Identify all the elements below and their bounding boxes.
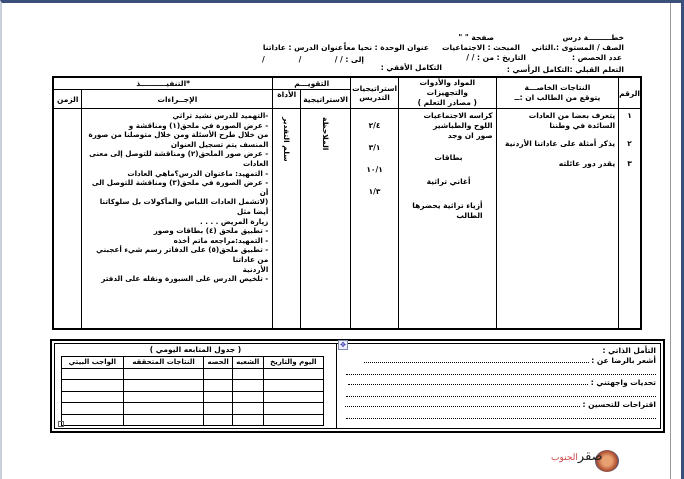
table-resize-handle[interactable]	[58, 421, 64, 427]
challenges-field-2[interactable]	[346, 388, 656, 397]
satisfied-field-2[interactable]	[346, 366, 656, 375]
tracking-row	[62, 368, 324, 380]
material-item: أزياء تراثية يحضرها الطالب	[412, 201, 483, 220]
tracking-cell[interactable]	[62, 368, 124, 380]
tracking-cell[interactable]	[62, 403, 124, 415]
lesson-title: عنوان الدرس : عاداتنا	[262, 43, 343, 52]
header-eval-strategy: الاستراتيجية	[301, 90, 351, 109]
procedure-step: العادات	[243, 158, 269, 168]
periods: عدد الحصص :	[572, 53, 622, 62]
outcome-item: يقدر دور عائلته	[558, 159, 616, 168]
tracking-cell[interactable]	[232, 414, 263, 426]
tracking-row	[62, 391, 324, 403]
tracking-cell[interactable]	[62, 380, 124, 392]
tracking-cell[interactable]	[123, 403, 204, 415]
unit: عنوان الوحدة : نحيا معاً	[343, 43, 429, 52]
materials-cell	[399, 109, 497, 330]
tracking-row	[62, 403, 324, 415]
grade: الصف / المستوى :.الثاني	[531, 43, 624, 52]
procedure-step: -التهميد للدرس نشيد تراثي	[172, 111, 269, 120]
eval-tool-cell: سلم التقدير	[273, 109, 301, 330]
header-number: الرقم	[619, 77, 641, 109]
material-item: بطاقات	[434, 153, 463, 162]
tracking-cell[interactable]	[263, 391, 323, 403]
tracking-cell[interactable]	[62, 391, 124, 403]
material-item: صور ان وجد	[447, 131, 493, 140]
tracking-column-header: الشعبه	[232, 357, 263, 369]
tracking-cell[interactable]	[263, 403, 323, 415]
material-item: اللوح والطباشير	[433, 121, 493, 130]
tracking-cell[interactable]	[204, 368, 232, 380]
date-from: التاريخ : من : / /	[466, 53, 526, 62]
outcome-item: يذكر أمثلة على عاداتنا الأردنية	[505, 139, 616, 148]
tracking-cell[interactable]	[204, 403, 232, 415]
tracking-cell[interactable]	[232, 380, 263, 392]
satisfied-label: أشعر بالرضا عن :	[591, 356, 656, 365]
header-time: الزمن	[53, 90, 82, 109]
tracking-cell[interactable]	[204, 380, 232, 392]
header-procedures: الإجــراءات	[82, 90, 273, 109]
procedure-step: (لاتشمل العادات اللباس والمأكولات بل سلوكاتنا أيضا مثل	[99, 197, 269, 216]
tracking-row	[62, 414, 324, 426]
table-move-handle-icon[interactable]: ✥	[338, 340, 348, 350]
lesson-table	[52, 76, 642, 330]
procedure-step: زيارة المريض . . . .	[199, 216, 269, 226]
plan-title: خطـــــــــة درس	[562, 33, 624, 42]
procedure-step: - تطبيق ملحق(٥) على الدفاتر رسم شيء أعجبني من عاداتنا	[96, 245, 269, 264]
material-item: كراسه الاجتماعيات	[423, 111, 493, 120]
tracking-column-header: اليوم والتاريخ	[263, 357, 323, 369]
tracking-column-header: الواجب البيتي	[62, 357, 124, 369]
tracking-cell[interactable]	[204, 414, 232, 426]
tracking-cell[interactable]	[123, 380, 204, 392]
challenges-field[interactable]	[348, 384, 588, 385]
tracking-row	[62, 380, 324, 392]
reflection-box	[336, 343, 661, 429]
tracking-cell[interactable]	[263, 380, 323, 392]
tracking-cell[interactable]	[123, 368, 204, 380]
material-item: أغاني تراثية	[426, 177, 471, 186]
tracking-cell[interactable]	[232, 391, 263, 403]
horizontal-integration: التكامل الأفقي :	[380, 63, 442, 72]
tracking-column-header: النتاجات المتحققه	[123, 357, 204, 369]
suggestions-field[interactable]	[345, 406, 580, 407]
bottom-section	[50, 339, 665, 433]
satisfied-field[interactable]	[364, 362, 589, 363]
procedure-step: - تلخيص الدرس على السبورة ونقله على الدفتر	[101, 274, 269, 284]
tracking-cell[interactable]	[123, 391, 204, 403]
tracking-cell[interactable]	[204, 391, 232, 403]
tracking-title: ( جدول المتابعه اليومي )	[149, 345, 242, 354]
time-cell	[53, 109, 82, 330]
procedure-step: - تطبيق ملحق (٤) بطاقات وصور	[153, 226, 269, 236]
header-strategies: استراتيجيات التدريس	[351, 77, 399, 109]
date-to: إلى : / /	[334, 55, 364, 64]
tracking-table	[61, 356, 324, 426]
tracking-cell[interactable]	[62, 414, 124, 426]
tracking-box	[54, 341, 346, 429]
eval-strategy-cell: الملاحظة	[301, 109, 351, 330]
procedure-step: - عرض الصورة في ملحق(١) ومناقشة و	[128, 120, 269, 130]
procedure-step: - التمهيد:مراجعه ماتم أخذه	[173, 235, 269, 245]
header-evaluation: التقويـــم	[273, 77, 351, 90]
tracking-cell[interactable]	[263, 368, 323, 380]
outcomes-cell	[496, 109, 619, 330]
suggestions-field-2[interactable]	[346, 410, 656, 419]
header-eval-tool: الأداة	[273, 90, 301, 109]
date-slashes: / /	[262, 55, 302, 64]
procedure-step: المنسف يتم تسجيل العنوان	[170, 139, 269, 149]
tracking-cell[interactable]	[263, 414, 323, 426]
strategies-cell: ٢/٤ ٣/١ ١٠/١ ١/٣	[351, 109, 399, 330]
procedure-step: الأردنية	[242, 264, 269, 274]
header-materials: المواد والأدوات والتجهيزات ( مصادر التعلم )	[399, 77, 497, 109]
header-outcomes: النتاجات الخاصـــة يتوقع من الطالب ان :ــ	[496, 77, 619, 109]
prior-learning: التعلم القبلي :التكامل الرأسي :	[506, 65, 624, 74]
procedure-step: - عرض الصورة في ملحق(٣) ومناقشة للتوصل الى أن	[91, 178, 269, 197]
tracking-cell[interactable]	[232, 368, 263, 380]
outcome-item: يتعرف بعضا من العادات السائدة في وطننا	[528, 111, 616, 130]
subject: المبحث : الاجتماعيات	[441, 43, 520, 52]
procedure-step: - التمهيد: ماعنوان الدرس؟ماهي العادات	[127, 168, 269, 178]
site-logo: صقرالجنوب	[551, 449, 621, 475]
procedure-step: - عرض صور الملحق(٢) ومناقشة للتوصل إلى معنى	[89, 149, 269, 159]
tracking-cell[interactable]	[123, 414, 204, 426]
numbers-cell: ١ ٢ ٣	[619, 109, 641, 330]
tracking-cell[interactable]	[232, 403, 263, 415]
tracking-column-header: الحصه	[204, 357, 232, 369]
header-execution: *التنفيــــــــــذ	[53, 77, 273, 90]
reflection-title: التأمل الذاتي :	[602, 346, 656, 355]
procedures-cell	[82, 109, 273, 330]
procedure-step: من خلال طرح الأسئلة ومن خلال متوصلنا من صورة	[88, 130, 269, 140]
challenges-label: تحديات واجهتني :	[590, 378, 656, 387]
page-number: صفحة " "	[458, 33, 494, 42]
suggestions-label: اقتراحات للتحسين :	[582, 400, 656, 409]
